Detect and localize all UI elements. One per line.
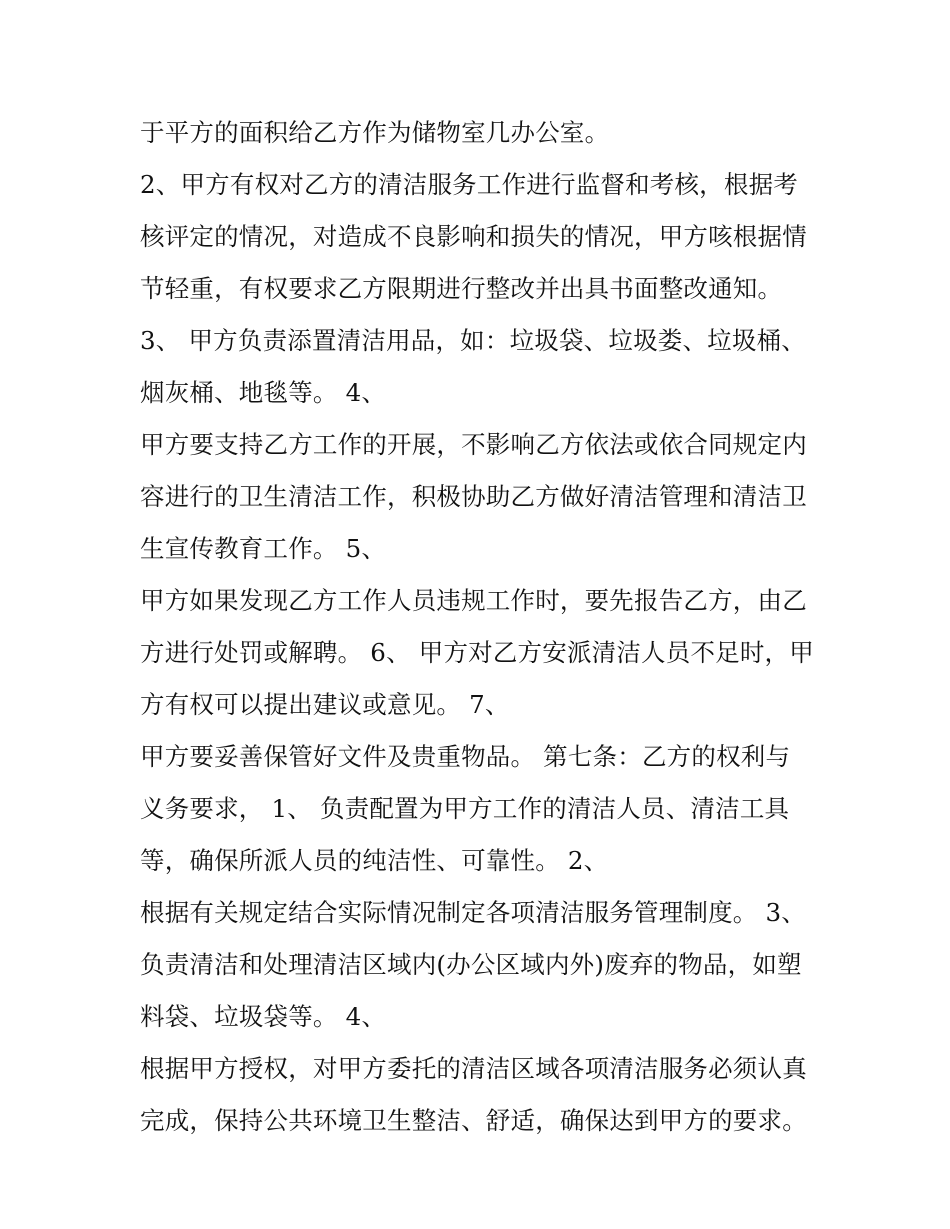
text-line: 方有权可以提出建议或意见。 7、 bbox=[140, 690, 510, 719]
text-line: 甲方如果发现乙方工作人员违规工作时，要先报告乙方，由乙 bbox=[140, 586, 807, 615]
text-line: 负责清洁和处理清洁区域内(办公区域内外)废弃的物品，如塑 bbox=[140, 950, 802, 979]
text-line: 节轻重，有权要求乙方限期进行整改并出具书面整改通知。 bbox=[140, 274, 783, 303]
text-line: 于平方的面积给乙方作为储物室几办公室。 bbox=[140, 118, 610, 147]
document-body bbox=[140, 107, 820, 1147]
text-line: 根据有关规定结合实际情况制定各项清洁服务管理制度。 3、 bbox=[140, 898, 806, 927]
text-line: 甲方要支持乙方工作的开展，不影响乙方依法或依合同规定内 bbox=[140, 430, 807, 459]
text-line: 2、甲方有权对乙方的清洁服务工作进行监督和考核，根据考 bbox=[140, 170, 798, 199]
text-line: 核评定的情况，对造成不良影响和损失的情况，甲方咳根据情 bbox=[140, 222, 807, 251]
text-line: 完成，保持公共环境卫生整洁、舒适，确保达到甲方的要求。 bbox=[140, 1106, 807, 1135]
text-line: 义务要求， 1、 负责配置为甲方工作的清洁人员、清洁工具 bbox=[140, 794, 790, 823]
text-line: 烟灰桶、地毯等。 4、 bbox=[140, 378, 387, 407]
text-line: 3、 甲方负责添置清洁用品，如：垃圾袋、垃圾娄、垃圾桶、 bbox=[140, 326, 806, 355]
text-line: 容进行的卫生清洁工作，积极协助乙方做好清洁管理和清洁卫 bbox=[140, 482, 807, 511]
text-line: 等，确保所派人员的纯洁性、可靠性。 2、 bbox=[140, 846, 609, 875]
text-line: 生宣传教育工作。 5、 bbox=[140, 534, 387, 563]
text-line: 根据甲方授权，对甲方委托的清洁区域各项清洁服务必须认真 bbox=[140, 1054, 807, 1083]
text-line: 料袋、垃圾袋等。 4、 bbox=[140, 1002, 387, 1031]
text-line: 方进行处罚或解聘。 6、 甲方对乙方安派清洁人员不足时，甲 bbox=[140, 638, 814, 667]
text-line: 甲方要妥善保管好文件及贵重物品。 第七条：乙方的权利与 bbox=[140, 742, 791, 771]
